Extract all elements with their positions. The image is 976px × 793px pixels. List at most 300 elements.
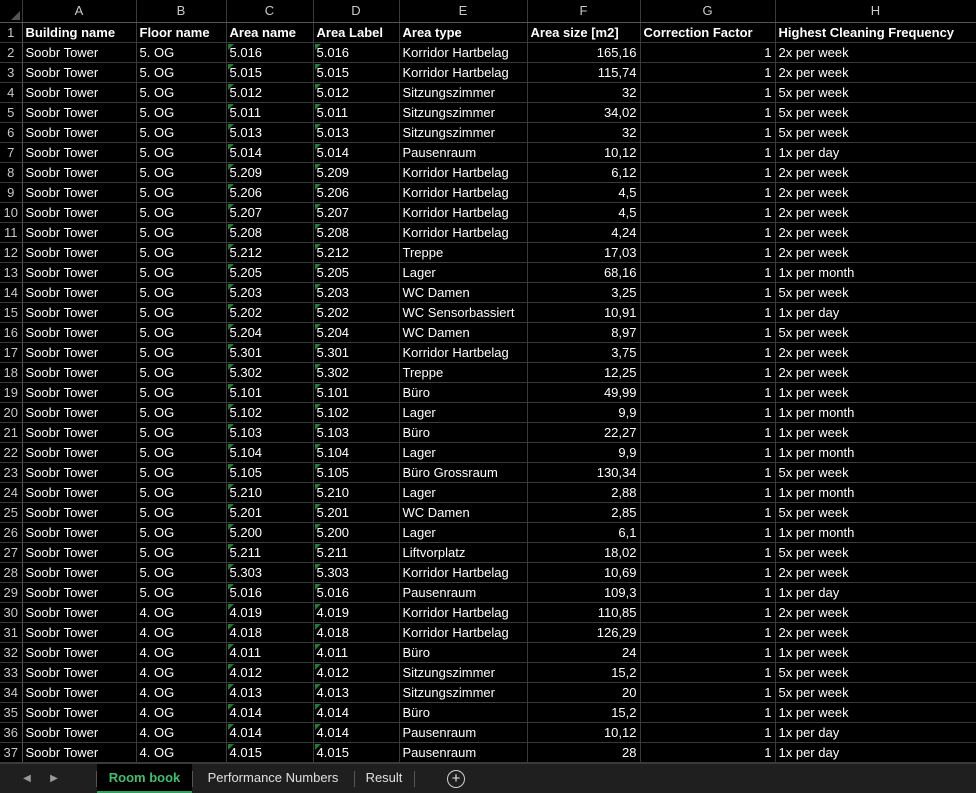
cell[interactable]: 4.019: [226, 602, 313, 622]
cell[interactable]: 1: [640, 622, 775, 642]
cell[interactable]: 5x per week: [775, 122, 976, 142]
cell[interactable]: Soobr Tower: [22, 222, 136, 242]
cell[interactable]: 4.015: [313, 742, 399, 762]
cell[interactable]: 5.012: [226, 82, 313, 102]
cell[interactable]: 6,12: [527, 162, 640, 182]
cell[interactable]: 4.014: [313, 722, 399, 742]
cell[interactable]: 1: [640, 342, 775, 362]
cell[interactable]: Lager: [399, 442, 527, 462]
cell[interactable]: 5.301: [226, 342, 313, 362]
cell[interactable]: Lager: [399, 522, 527, 542]
row-number[interactable]: 29: [0, 582, 22, 602]
cell[interactable]: Korridor Hartbelag: [399, 162, 527, 182]
cell[interactable]: 4.019: [313, 602, 399, 622]
cell[interactable]: 5.201: [226, 502, 313, 522]
cell[interactable]: 4.018: [226, 622, 313, 642]
cell[interactable]: 5. OG: [136, 142, 226, 162]
cell[interactable]: 4. OG: [136, 662, 226, 682]
cell[interactable]: 3,25: [527, 282, 640, 302]
cell[interactable]: Soobr Tower: [22, 202, 136, 222]
row-number[interactable]: 26: [0, 522, 22, 542]
cell[interactable]: 1: [640, 122, 775, 142]
cell[interactable]: 4.013: [313, 682, 399, 702]
cell[interactable]: 4.011: [226, 642, 313, 662]
cell[interactable]: 1: [640, 262, 775, 282]
cell[interactable]: 1x per day: [775, 582, 976, 602]
cell[interactable]: 1: [640, 222, 775, 242]
cell[interactable]: 5x per week: [775, 82, 976, 102]
tab-result[interactable]: Result: [365, 770, 403, 785]
row-number[interactable]: 9: [0, 182, 22, 202]
cell[interactable]: 1: [640, 302, 775, 322]
cell[interactable]: 4.014: [226, 722, 313, 742]
cell[interactable]: 2x per week: [775, 362, 976, 382]
cell[interactable]: Soobr Tower: [22, 122, 136, 142]
cell[interactable]: 4,24: [527, 222, 640, 242]
cell[interactable]: Soobr Tower: [22, 582, 136, 602]
cell[interactable]: 5.207: [313, 202, 399, 222]
cell[interactable]: 5.210: [313, 482, 399, 502]
cell[interactable]: 4. OG: [136, 682, 226, 702]
header-cell[interactable]: Area name: [226, 22, 313, 42]
row-number[interactable]: 20: [0, 402, 22, 422]
cell[interactable]: Sitzungszimmer: [399, 102, 527, 122]
row-number[interactable]: 2: [0, 42, 22, 62]
cell[interactable]: 5.210: [226, 482, 313, 502]
cell[interactable]: Korridor Hartbelag: [399, 182, 527, 202]
cell[interactable]: 5.011: [313, 102, 399, 122]
cell[interactable]: Pausenraum: [399, 142, 527, 162]
cell[interactable]: 5.103: [313, 422, 399, 442]
cell[interactable]: 5.209: [226, 162, 313, 182]
cell[interactable]: 1x per day: [775, 742, 976, 762]
row-number[interactable]: 3: [0, 62, 22, 82]
cell[interactable]: 5.208: [313, 222, 399, 242]
cell[interactable]: Soobr Tower: [22, 402, 136, 422]
row-number[interactable]: 22: [0, 442, 22, 462]
cell[interactable]: 5.212: [226, 242, 313, 262]
cell[interactable]: 4.015: [226, 742, 313, 762]
row-number[interactable]: 30: [0, 602, 22, 622]
cell[interactable]: 5.104: [313, 442, 399, 462]
column-header-g[interactable]: G: [640, 0, 775, 22]
cell[interactable]: 1: [640, 442, 775, 462]
cell[interactable]: 5. OG: [136, 362, 226, 382]
cell[interactable]: Büro Grossraum: [399, 462, 527, 482]
cell[interactable]: 1x per month: [775, 482, 976, 502]
cell[interactable]: 4. OG: [136, 722, 226, 742]
tab-room-book[interactable]: Room book: [97, 764, 192, 793]
cell[interactable]: Lager: [399, 402, 527, 422]
cell[interactable]: 1x per month: [775, 262, 976, 282]
cell[interactable]: 18,02: [527, 542, 640, 562]
cell[interactable]: 32: [527, 82, 640, 102]
cell[interactable]: 4. OG: [136, 622, 226, 642]
cell[interactable]: Soobr Tower: [22, 342, 136, 362]
cell[interactable]: 1: [640, 722, 775, 742]
select-all-corner[interactable]: [0, 0, 22, 22]
cell[interactable]: 28: [527, 742, 640, 762]
cell[interactable]: 2x per week: [775, 242, 976, 262]
cell[interactable]: Soobr Tower: [22, 142, 136, 162]
cell[interactable]: Soobr Tower: [22, 302, 136, 322]
cell[interactable]: 1: [640, 482, 775, 502]
cell[interactable]: 1: [640, 562, 775, 582]
cell[interactable]: 5.016: [226, 582, 313, 602]
cell[interactable]: Korridor Hartbelag: [399, 562, 527, 582]
cell[interactable]: Soobr Tower: [22, 602, 136, 622]
cell[interactable]: 2x per week: [775, 182, 976, 202]
cell[interactable]: 2x per week: [775, 622, 976, 642]
cell[interactable]: 5x per week: [775, 282, 976, 302]
cell[interactable]: Korridor Hartbelag: [399, 42, 527, 62]
cell[interactable]: 5.013: [313, 122, 399, 142]
cell[interactable]: 15,2: [527, 662, 640, 682]
column-header-h[interactable]: H: [775, 0, 976, 22]
cell[interactable]: Soobr Tower: [22, 682, 136, 702]
cell[interactable]: 5x per week: [775, 102, 976, 122]
cell[interactable]: Treppe: [399, 242, 527, 262]
cell[interactable]: 5.206: [226, 182, 313, 202]
cell[interactable]: 49,99: [527, 382, 640, 402]
cell[interactable]: 5.302: [313, 362, 399, 382]
cell[interactable]: 4. OG: [136, 742, 226, 762]
cell[interactable]: 5.014: [313, 142, 399, 162]
cell[interactable]: Soobr Tower: [22, 522, 136, 542]
cell[interactable]: 2x per week: [775, 62, 976, 82]
cell[interactable]: Soobr Tower: [22, 642, 136, 662]
cell[interactable]: 5. OG: [136, 262, 226, 282]
header-cell[interactable]: Floor name: [136, 22, 226, 42]
cell[interactable]: 22,27: [527, 422, 640, 442]
cell[interactable]: 5. OG: [136, 442, 226, 462]
cell[interactable]: 34,02: [527, 102, 640, 122]
cell[interactable]: 1: [640, 502, 775, 522]
cell[interactable]: 4.013: [226, 682, 313, 702]
cell[interactable]: 10,69: [527, 562, 640, 582]
cell[interactable]: Soobr Tower: [22, 162, 136, 182]
cell[interactable]: Lager: [399, 482, 527, 502]
add-sheet-icon[interactable]: +: [447, 770, 465, 788]
cell[interactable]: 5.204: [226, 322, 313, 342]
cell[interactable]: 5. OG: [136, 282, 226, 302]
cell[interactable]: 5.015: [226, 62, 313, 82]
row-number[interactable]: 21: [0, 422, 22, 442]
cell[interactable]: Soobr Tower: [22, 502, 136, 522]
row-number[interactable]: 28: [0, 562, 22, 582]
cell[interactable]: 5.201: [313, 502, 399, 522]
cell[interactable]: 1: [640, 202, 775, 222]
cell[interactable]: 2,88: [527, 482, 640, 502]
cell[interactable]: Soobr Tower: [22, 82, 136, 102]
cell[interactable]: 4.014: [226, 702, 313, 722]
cell[interactable]: 1: [640, 542, 775, 562]
cell[interactable]: Soobr Tower: [22, 422, 136, 442]
cell[interactable]: 5.206: [313, 182, 399, 202]
cell[interactable]: 5.012: [313, 82, 399, 102]
cell[interactable]: 5.011: [226, 102, 313, 122]
cell[interactable]: 130,34: [527, 462, 640, 482]
cell[interactable]: 5.014: [226, 142, 313, 162]
cell[interactable]: WC Damen: [399, 282, 527, 302]
cell[interactable]: 5.200: [226, 522, 313, 542]
cell[interactable]: Soobr Tower: [22, 102, 136, 122]
cell[interactable]: 1: [640, 362, 775, 382]
row-number[interactable]: 33: [0, 662, 22, 682]
cell[interactable]: Soobr Tower: [22, 562, 136, 582]
cell[interactable]: 5.016: [226, 42, 313, 62]
cell[interactable]: 5. OG: [136, 482, 226, 502]
cell[interactable]: Korridor Hartbelag: [399, 62, 527, 82]
cell[interactable]: Soobr Tower: [22, 42, 136, 62]
cell[interactable]: 1x per day: [775, 722, 976, 742]
cell[interactable]: Büro: [399, 422, 527, 442]
cell[interactable]: 2x per week: [775, 562, 976, 582]
cell[interactable]: 1: [640, 422, 775, 442]
cell[interactable]: 1: [640, 242, 775, 262]
cell[interactable]: 12,25: [527, 362, 640, 382]
row-number[interactable]: 6: [0, 122, 22, 142]
cell[interactable]: Soobr Tower: [22, 742, 136, 762]
header-cell[interactable]: Area type: [399, 22, 527, 42]
cell[interactable]: 2x per week: [775, 342, 976, 362]
row-number[interactable]: 10: [0, 202, 22, 222]
cell[interactable]: 5. OG: [136, 502, 226, 522]
cell[interactable]: Sitzungszimmer: [399, 662, 527, 682]
row-number[interactable]: 4: [0, 82, 22, 102]
cell[interactable]: 3,75: [527, 342, 640, 362]
cell[interactable]: 1: [640, 82, 775, 102]
cell[interactable]: Soobr Tower: [22, 462, 136, 482]
cell[interactable]: 5.104: [226, 442, 313, 462]
cell[interactable]: Soobr Tower: [22, 442, 136, 462]
cell[interactable]: 5. OG: [136, 182, 226, 202]
row-number[interactable]: 7: [0, 142, 22, 162]
cell[interactable]: 1: [640, 402, 775, 422]
column-header-f[interactable]: F: [527, 0, 640, 22]
cell[interactable]: Treppe: [399, 362, 527, 382]
cell[interactable]: 32: [527, 122, 640, 142]
row-number[interactable]: 13: [0, 262, 22, 282]
cell[interactable]: Pausenraum: [399, 582, 527, 602]
cell[interactable]: 5.105: [226, 462, 313, 482]
cell[interactable]: 17,03: [527, 242, 640, 262]
cell[interactable]: 1: [640, 602, 775, 622]
cell[interactable]: 15,2: [527, 702, 640, 722]
cell[interactable]: 1x per week: [775, 382, 976, 402]
row-number[interactable]: 34: [0, 682, 22, 702]
cell[interactable]: Soobr Tower: [22, 482, 136, 502]
cell[interactable]: 10,91: [527, 302, 640, 322]
cell[interactable]: 1: [640, 42, 775, 62]
cell[interactable]: 5.015: [313, 62, 399, 82]
cell[interactable]: 2x per week: [775, 42, 976, 62]
cell[interactable]: 1x per week: [775, 422, 976, 442]
cell[interactable]: 5.208: [226, 222, 313, 242]
cell[interactable]: 4,5: [527, 182, 640, 202]
row-number[interactable]: 24: [0, 482, 22, 502]
cell[interactable]: 1x per week: [775, 642, 976, 662]
row-number[interactable]: 36: [0, 722, 22, 742]
cell[interactable]: 4. OG: [136, 642, 226, 662]
cell[interactable]: Sitzungszimmer: [399, 122, 527, 142]
cell[interactable]: 1: [640, 162, 775, 182]
cell[interactable]: Pausenraum: [399, 722, 527, 742]
cell[interactable]: 5. OG: [136, 562, 226, 582]
cell[interactable]: 5.301: [313, 342, 399, 362]
cell[interactable]: 5. OG: [136, 242, 226, 262]
cell[interactable]: 5. OG: [136, 382, 226, 402]
row-number[interactable]: 1: [0, 22, 22, 42]
cell[interactable]: 5. OG: [136, 582, 226, 602]
row-number[interactable]: 35: [0, 702, 22, 722]
scroll-tabs-left-icon[interactable]: ◀: [23, 773, 31, 784]
cell[interactable]: 2,85: [527, 502, 640, 522]
cell[interactable]: 5. OG: [136, 462, 226, 482]
cell[interactable]: 109,3: [527, 582, 640, 602]
cell[interactable]: Soobr Tower: [22, 362, 136, 382]
header-cell[interactable]: Building name: [22, 22, 136, 42]
cell[interactable]: 126,29: [527, 622, 640, 642]
cell[interactable]: 5x per week: [775, 682, 976, 702]
row-number[interactable]: 27: [0, 542, 22, 562]
column-header-d[interactable]: D: [313, 0, 399, 22]
cell[interactable]: 1x per month: [775, 522, 976, 542]
cell[interactable]: 10,12: [527, 722, 640, 742]
cell[interactable]: 5.205: [226, 262, 313, 282]
cell[interactable]: 4. OG: [136, 702, 226, 722]
cell[interactable]: 4.012: [313, 662, 399, 682]
cell[interactable]: 68,16: [527, 262, 640, 282]
cell[interactable]: 5x per week: [775, 542, 976, 562]
cell[interactable]: Sitzungszimmer: [399, 682, 527, 702]
scroll-tabs-right-icon[interactable]: ▶: [50, 773, 58, 784]
row-number[interactable]: 5: [0, 102, 22, 122]
cell[interactable]: 5. OG: [136, 42, 226, 62]
column-header-a[interactable]: A: [22, 0, 136, 22]
cell[interactable]: 8,97: [527, 322, 640, 342]
cell[interactable]: 5.102: [226, 402, 313, 422]
cell[interactable]: Soobr Tower: [22, 662, 136, 682]
cell[interactable]: 1: [640, 182, 775, 202]
cell[interactable]: 2x per week: [775, 602, 976, 622]
cell[interactable]: 1: [640, 322, 775, 342]
cell[interactable]: 5.211: [226, 542, 313, 562]
cell[interactable]: Büro: [399, 702, 527, 722]
header-cell[interactable]: Correction Factor: [640, 22, 775, 42]
cell[interactable]: Korridor Hartbelag: [399, 622, 527, 642]
cell[interactable]: 115,74: [527, 62, 640, 82]
cell[interactable]: Liftvorplatz: [399, 542, 527, 562]
cell[interactable]: 2x per week: [775, 162, 976, 182]
row-number[interactable]: 23: [0, 462, 22, 482]
row-number[interactable]: 37: [0, 742, 22, 762]
cell[interactable]: Soobr Tower: [22, 722, 136, 742]
cell[interactable]: 5x per week: [775, 322, 976, 342]
row-number[interactable]: 15: [0, 302, 22, 322]
cell[interactable]: 5.200: [313, 522, 399, 542]
cell[interactable]: 2x per week: [775, 202, 976, 222]
cell[interactable]: 5.212: [313, 242, 399, 262]
cell[interactable]: 5.103: [226, 422, 313, 442]
cell[interactable]: 5.203: [313, 282, 399, 302]
cell[interactable]: 5.209: [313, 162, 399, 182]
cell[interactable]: Soobr Tower: [22, 242, 136, 262]
cell[interactable]: 24: [527, 642, 640, 662]
cell[interactable]: 6,1: [527, 522, 640, 542]
header-cell[interactable]: Highest Cleaning Frequency: [775, 22, 976, 42]
cell[interactable]: 1: [640, 742, 775, 762]
cell[interactable]: Soobr Tower: [22, 382, 136, 402]
cell[interactable]: 1: [640, 102, 775, 122]
cell[interactable]: 5.016: [313, 582, 399, 602]
cell[interactable]: 5. OG: [136, 122, 226, 142]
cell[interactable]: Büro: [399, 642, 527, 662]
row-number[interactable]: 14: [0, 282, 22, 302]
cell[interactable]: 5.205: [313, 262, 399, 282]
cell[interactable]: WC Damen: [399, 322, 527, 342]
cell[interactable]: 5.016: [313, 42, 399, 62]
cell[interactable]: Büro: [399, 382, 527, 402]
tab-performance-numbers[interactable]: Performance Numbers: [207, 770, 339, 785]
cell[interactable]: 1: [640, 382, 775, 402]
cell[interactable]: 1: [640, 642, 775, 662]
row-number[interactable]: 11: [0, 222, 22, 242]
cell[interactable]: 4.011: [313, 642, 399, 662]
cell[interactable]: Soobr Tower: [22, 182, 136, 202]
cell[interactable]: 5. OG: [136, 222, 226, 242]
cell[interactable]: 5.207: [226, 202, 313, 222]
header-cell[interactable]: Area Label: [313, 22, 399, 42]
cell[interactable]: 5x per week: [775, 502, 976, 522]
cell[interactable]: 5.204: [313, 322, 399, 342]
cell[interactable]: 5. OG: [136, 422, 226, 442]
cell[interactable]: WC Sensorbassiert: [399, 302, 527, 322]
cell[interactable]: Soobr Tower: [22, 702, 136, 722]
cell[interactable]: 5. OG: [136, 322, 226, 342]
cell[interactable]: 5. OG: [136, 542, 226, 562]
cell[interactable]: 5.105: [313, 462, 399, 482]
cell[interactable]: 4.014: [313, 702, 399, 722]
cell[interactable]: 1x per month: [775, 442, 976, 462]
cell[interactable]: 1: [640, 582, 775, 602]
cell[interactable]: Soobr Tower: [22, 622, 136, 642]
cell[interactable]: 1: [640, 62, 775, 82]
cell[interactable]: Korridor Hartbelag: [399, 602, 527, 622]
cell[interactable]: 1: [640, 142, 775, 162]
cell[interactable]: 5. OG: [136, 82, 226, 102]
cell[interactable]: Soobr Tower: [22, 542, 136, 562]
header-cell[interactable]: Area size [m2]: [527, 22, 640, 42]
cell[interactable]: 5.101: [226, 382, 313, 402]
cell[interactable]: 5. OG: [136, 102, 226, 122]
cell[interactable]: 5. OG: [136, 162, 226, 182]
cell[interactable]: 5.102: [313, 402, 399, 422]
cell[interactable]: 5. OG: [136, 202, 226, 222]
cell[interactable]: 5. OG: [136, 342, 226, 362]
cell[interactable]: 5.202: [313, 302, 399, 322]
cell[interactable]: Soobr Tower: [22, 322, 136, 342]
cell[interactable]: 4. OG: [136, 602, 226, 622]
cell[interactable]: Soobr Tower: [22, 262, 136, 282]
cell[interactable]: Soobr Tower: [22, 62, 136, 82]
cell[interactable]: 5.013: [226, 122, 313, 142]
cell[interactable]: 5.302: [226, 362, 313, 382]
cell[interactable]: Korridor Hartbelag: [399, 342, 527, 362]
cell[interactable]: 5.101: [313, 382, 399, 402]
cell[interactable]: 4.012: [226, 662, 313, 682]
column-header-c[interactable]: C: [226, 0, 313, 22]
